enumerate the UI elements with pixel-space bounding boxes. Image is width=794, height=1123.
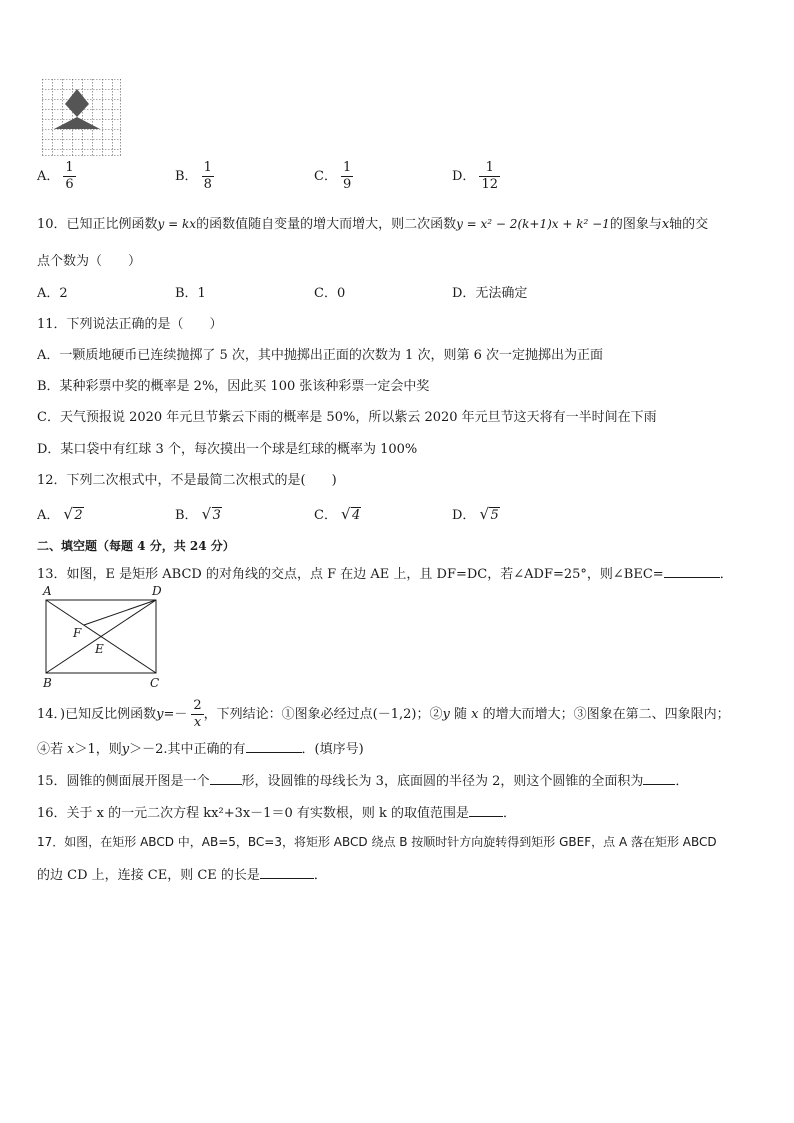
q14-stem-line2: ④若 x＞1，则y＞－2.其中正确的有 ．(填序号) <box>37 742 364 757</box>
q12-option-d: D． √ 5 <box>452 505 499 523</box>
q10-option-c: C．0 <box>314 286 346 301</box>
q9-option-c: C． $\frac{1}{9}$ <box>314 160 352 192</box>
q17-stem: 17．如图，在矩形 ABCD 中，AB=5，BC=3，将矩形 ABCD 绕点 B 按顺时针方向旋转得到矩形 GBEF，点 A 落在矩形 ABCD <box>37 835 717 849</box>
q9-option-d: D． $\frac{1}{12}$ <box>452 160 498 192</box>
q11-option-d: D．某口袋中有红球 3 个，每次摸出一个球是红球的概率为 100% <box>37 442 418 457</box>
q10-option-d: D．无法确定 <box>452 286 528 301</box>
section-heading: 二、填空题（每题 4 分，共 24 分） <box>37 539 235 553</box>
q17-stem-line2: 的边 CD 上，连接 CE，则 CE 的长是 ． <box>37 868 327 883</box>
q15-answer-blank-1[interactable] <box>210 774 242 785</box>
q17-answer-blank[interactable] <box>260 868 314 879</box>
label-c: C <box>150 676 160 690</box>
q11-option-b: B．某种彩票中奖的概率是 2%，因此买 100 张该种彩票一定会中奖 <box>37 379 430 394</box>
q10-stem: 10．已知正比例函数y = kx的函数值随自变量的增大而增大，则二次函数y = x² − 2(k+1)x + k² −1的图象与x轴的交 <box>37 217 709 232</box>
label-d: D <box>152 584 162 598</box>
q10-option-b: B．1 <box>175 286 206 301</box>
label-f: F <box>73 626 82 640</box>
grid-diamond-shape <box>65 89 89 117</box>
q12-option-c: C． √ 4 <box>314 505 361 523</box>
q9-grid-figure <box>42 79 122 157</box>
q16-answer-blank[interactable] <box>469 806 503 817</box>
q9-option-a: A． $\frac{1}{6}$ <box>37 160 74 192</box>
q14-stem: 14．)已知反比例函数y=－ $\frac{2}{x}$ ，下列结论：①图象必经过点(－1,2)；②y 随 x 的增大而增大；③图象在第二、四象限内； <box>37 698 730 730</box>
q13-stem: 13．如图，E 是矩形 ABCD 的对角线的交点，点 F 在边 AE 上，且 DF=DC，若∠ADF=25°，则∠BEC= ． <box>37 567 733 582</box>
q15-stem: 15．圆锥的侧面展开图是一个 形，设圆锥的母线长为 3，底面圆的半径为 2，则这个圆锥的全面积为 ． <box>37 774 689 789</box>
q13-answer-blank[interactable] <box>664 567 720 578</box>
grid-triangles-shape <box>54 117 100 129</box>
q11-option-a: A．一颗质地硬币已连续抛掷了 5 次，其中抛掷出正面的次数为 1 次，则第 6 次一定抛掷出为正面 <box>37 348 603 363</box>
q12-stem: 12．下列二次根式中，不是最简二次根式的是( ) <box>37 473 337 488</box>
q16-stem: 16．关于 x 的一元二次方程 kx²+3x－1＝0 有实数根，则 k 的取值范围是 ． <box>37 806 517 821</box>
q10-option-a: A．2 <box>37 286 68 301</box>
label-e: E <box>95 642 104 656</box>
q15-answer-blank-2[interactable] <box>643 774 675 785</box>
q12-option-b: B． √ 3 <box>175 505 221 523</box>
label-b: B <box>43 676 52 690</box>
q11-stem: 11．下列说法正确的是（ ） <box>37 317 223 332</box>
q11-option-c: C．天气预报说 2020 年元旦节紫云下雨的概率是 50%，所以紫云 2020 年元旦节这天将有一半时间在下雨 <box>37 410 657 425</box>
q13-rectangle-figure <box>38 583 168 691</box>
label-a: A <box>43 584 52 598</box>
q12-option-a: A． √ 2 <box>37 505 83 523</box>
q9-option-b: B． $\frac{1}{8}$ <box>175 160 212 192</box>
q14-answer-blank[interactable] <box>246 742 302 753</box>
q10-stem-line2: 点个数为（ ） <box>37 254 142 269</box>
